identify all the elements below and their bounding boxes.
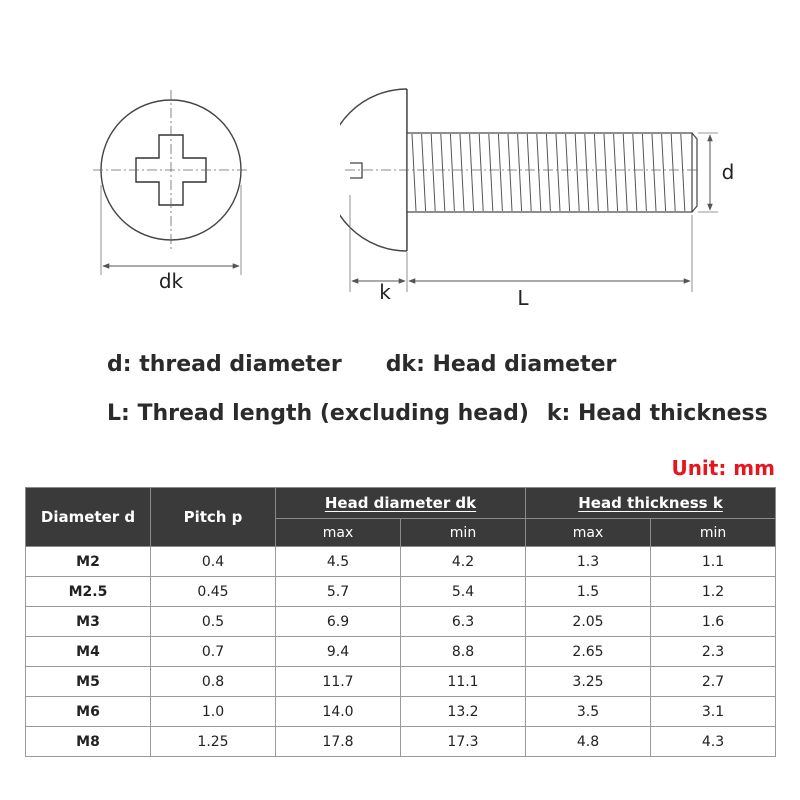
header-diameter: Diameter d [26, 488, 151, 547]
cell-size: M3 [26, 607, 151, 637]
cell-size: M4 [26, 637, 151, 667]
screw-drawing [0, 0, 800, 340]
cell-dk-max: 6.9 [276, 607, 401, 637]
cell-dk-min: 8.8 [401, 637, 526, 667]
cell-k-max: 3.25 [526, 667, 651, 697]
label-L: L [517, 286, 529, 310]
cell-pitch: 1.0 [151, 697, 276, 727]
cell-k-min: 1.2 [651, 577, 776, 607]
cell-dk-max: 5.7 [276, 577, 401, 607]
cell-k-min: 3.1 [651, 697, 776, 727]
legend-line-2 [107, 401, 768, 426]
cell-pitch: 1.25 [151, 727, 276, 757]
cell-size: M2 [26, 547, 151, 577]
cell-k-max: 2.65 [526, 637, 651, 667]
table-row [26, 547, 776, 577]
cell-pitch: 0.45 [151, 577, 276, 607]
header-head-diameter: Head diameter dk [276, 488, 526, 519]
cell-k-min: 1.6 [651, 607, 776, 637]
cell-k-max: 1.5 [526, 577, 651, 607]
head-top-view [93, 90, 249, 275]
cell-dk-min: 4.2 [401, 547, 526, 577]
cell-dk-min: 11.1 [401, 667, 526, 697]
legend-line-1 [107, 352, 616, 377]
table-row [26, 607, 776, 637]
screw-side-view [326, 89, 718, 292]
cell-pitch: 0.8 [151, 667, 276, 697]
cell-dk-max: 9.4 [276, 637, 401, 667]
cell-size: M5 [26, 667, 151, 697]
spec-table-body [26, 547, 776, 757]
legend-head-thickness: k: Head thickness [546, 401, 768, 426]
cell-dk-min: 6.3 [401, 607, 526, 637]
legend-thread-diameter: d: thread diameter [107, 352, 342, 377]
header-k-min: min [651, 519, 776, 547]
cell-pitch: 0.7 [151, 637, 276, 667]
label-d: d [721, 160, 735, 184]
legend-thread-length: L: Thread length (excluding head) [107, 401, 529, 426]
header-k-max: max [526, 519, 651, 547]
table-row [26, 697, 776, 727]
cell-k-max: 4.8 [526, 727, 651, 757]
label-k: k [379, 280, 391, 304]
cell-dk-max: 4.5 [276, 547, 401, 577]
cell-dk-min: 5.4 [401, 577, 526, 607]
table-row [26, 667, 776, 697]
cell-size: M8 [26, 727, 151, 757]
header-pitch: Pitch p [151, 488, 276, 547]
cell-k-min: 2.7 [651, 667, 776, 697]
legend-head-diameter: dk: Head diameter [385, 352, 617, 377]
cell-dk-max: 11.7 [276, 667, 401, 697]
header-dk-max: max [276, 519, 401, 547]
label-dk: dk [158, 269, 184, 293]
header-head-thickness: Head thickness k [526, 488, 776, 519]
table-row [26, 727, 776, 757]
cell-size: M6 [26, 697, 151, 727]
table-row [26, 637, 776, 667]
spec-table [25, 487, 776, 757]
cell-k-max: 2.05 [526, 607, 651, 637]
cell-k-min: 4.3 [651, 727, 776, 757]
cell-k-max: 3.5 [526, 697, 651, 727]
cell-dk-min: 13.2 [401, 697, 526, 727]
header-dk-min: min [401, 519, 526, 547]
cell-k-min: 2.3 [651, 637, 776, 667]
cell-k-max: 1.3 [526, 547, 651, 577]
cell-dk-min: 17.3 [401, 727, 526, 757]
cell-pitch: 0.5 [151, 607, 276, 637]
cell-pitch: 0.4 [151, 547, 276, 577]
cell-k-min: 1.1 [651, 547, 776, 577]
cell-size: M2.5 [26, 577, 151, 607]
unit-label: Unit: mm [671, 456, 775, 480]
cell-dk-max: 17.8 [276, 727, 401, 757]
cell-dk-max: 14.0 [276, 697, 401, 727]
table-row [26, 577, 776, 607]
